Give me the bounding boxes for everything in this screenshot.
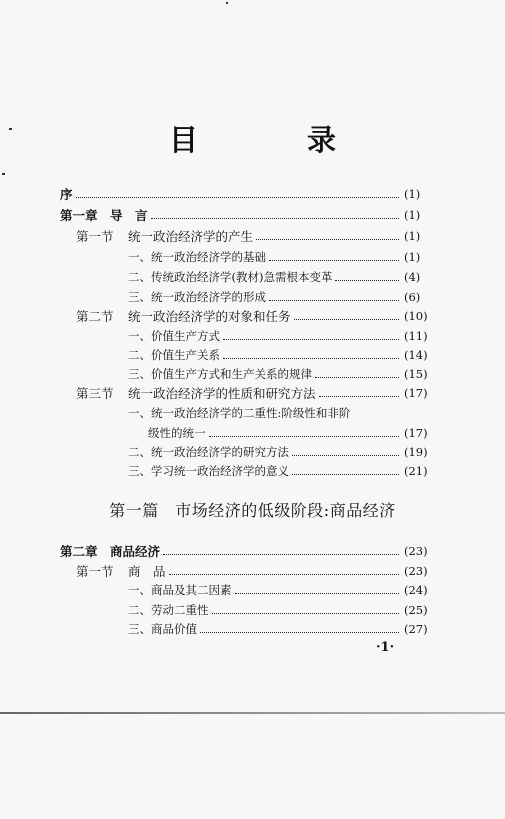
toc-label: 二、价值生产关系 [128,348,220,362]
toc-label: 统一政治经济学的对象和任务 [128,309,291,324]
toc-page: (19) [404,445,428,459]
leader-dots [294,319,399,320]
toc-label: 一、商品及其二因素 [128,583,232,597]
toc-entry-sub[interactable] [128,461,402,481]
toc-page: (6) [404,290,421,304]
toc-label: 级性的统一 [148,426,206,440]
toc-entry-sub[interactable] [128,247,402,267]
leader-dots [212,613,400,614]
toc-page: (15) [404,367,428,381]
section-number: 第一节 [76,564,114,579]
toc-page: (24) [404,583,428,597]
toc-entry-sub[interactable] [128,600,402,620]
scan-speck [226,2,228,4]
leader-dots [223,358,399,359]
toc-entry-sub[interactable] [128,287,402,307]
scan-speck [9,128,12,130]
toc-label: 二、统一政治经济学的研究方法 [128,445,289,459]
toc-label: 三、统一政治经济学的形成 [128,290,266,304]
toc-entry-sub[interactable] [128,403,402,423]
toc-page: (17) [404,426,428,440]
toc-page: (1) [404,229,421,243]
scan-speck [2,173,5,175]
toc-entry-sub[interactable] [128,580,402,600]
toc-label: 三、学习统一政治经济学的意义 [128,464,289,478]
leader-dots [315,377,399,378]
section-number: 第二节 [76,309,114,324]
toc-page: (1) [404,250,421,264]
toc-page: (1) [404,187,421,201]
toc-entry-chapter-1[interactable] [60,205,402,225]
leader-dots [169,574,399,575]
leader-dots [292,455,399,456]
section-number: 第三节 [76,386,114,401]
toc-page: (11) [404,329,428,343]
leader-dots [269,260,399,261]
leader-dots [223,339,399,340]
leader-dots [235,593,400,594]
leader-dots [335,280,399,281]
toc-entry-section[interactable] [76,561,402,581]
leader-dots [292,474,399,475]
toc-label: 二、传统政治经济学(教材)急需根本变革 [128,270,333,284]
toc-label: 序 [60,187,73,202]
toc-entry-sub[interactable] [128,267,402,287]
toc-label: 一、价值生产方式 [128,329,220,343]
toc-label: 三、商品价值 [128,622,197,636]
toc-label: 第二章 商品经济 [60,544,161,559]
toc-page: (1) [404,208,421,222]
toc-entry-chapter-2[interactable] [60,541,402,561]
toc-label: 一、统一政治经济学的基础 [128,250,266,264]
leader-dots [269,300,399,301]
leader-dots [76,197,399,198]
toc-entry-sub-continued[interactable] [148,423,402,443]
toc-page: (4) [404,270,421,284]
toc-page: (23) [404,564,428,578]
section-number: 第一节 [76,229,114,244]
toc-label: 一、统一政治经济学的二重性:阶级性和非阶 [128,406,351,420]
toc-label: 三、价值生产方式和生产关系的规律 [128,367,312,381]
toc-label: 统一政治经济学的产生 [128,229,254,244]
toc-entry-preface[interactable] [60,184,402,204]
leader-dots [256,239,399,240]
toc-page: (14) [404,348,428,362]
toc-page: (17) [404,386,428,400]
toc-entry-section[interactable] [76,383,402,403]
toc-page: (27) [404,622,428,636]
toc-page: (23) [404,544,428,558]
page-number: ·1· [376,640,395,655]
page-title: 目 录 [168,123,376,157]
leader-dots [209,436,400,437]
toc-label: 第一章 导 言 [60,208,148,223]
toc-entry-sub[interactable] [128,619,402,639]
leader-dots [151,218,399,219]
toc-page: (10) [404,309,428,323]
leader-dots [163,554,399,555]
toc-entry-sub[interactable] [128,442,402,462]
toc-label: 商 品 [128,564,166,579]
toc-page: (21) [404,464,428,478]
part-heading[interactable]: 第一篇 市场经济的低级阶段:商品经济 [109,501,396,520]
leader-dots [200,632,399,633]
leader-dots [319,396,399,397]
toc-entry-sub[interactable] [128,345,402,365]
toc-entry-section[interactable] [76,226,402,246]
toc-entry-sub[interactable] [128,326,402,346]
toc-label: 统一政治经济学的性质和研究方法 [128,386,316,401]
bottom-divider [0,712,505,714]
toc-entry-sub[interactable] [128,364,402,384]
toc-entry-section[interactable] [76,306,402,326]
toc-page: (25) [404,603,428,617]
toc-label: 二、劳动二重性 [128,603,209,617]
